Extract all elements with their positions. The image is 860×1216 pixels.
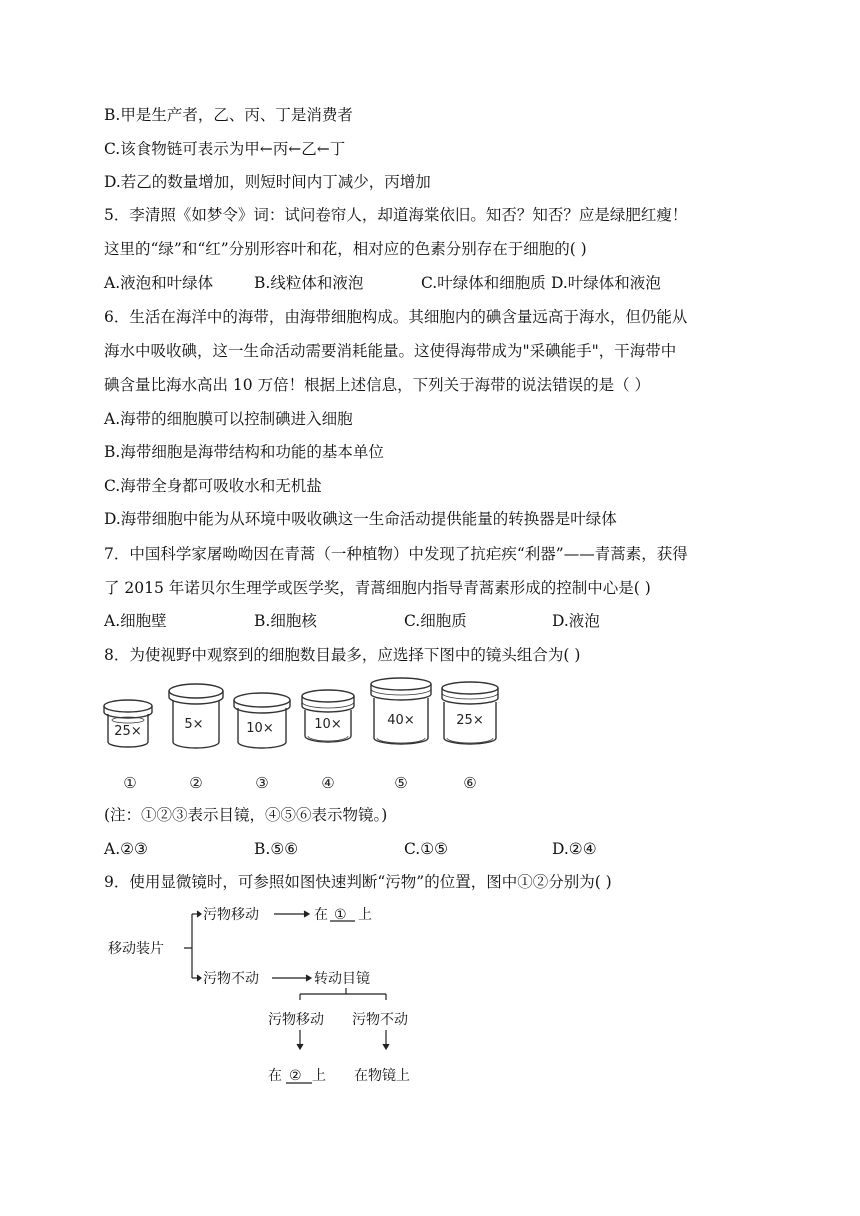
flowchart [100,898,430,1098]
q4-option-c: C.该食物链可表示为甲←丙←乙←丁 [104,140,346,158]
flow-root-move-slide: 移动装片 [108,941,164,957]
lens-6-magnification: 25× [456,713,484,728]
flow-on-objective: 在物镜上 [354,1068,410,1084]
q4-option-b: B.甲是生产者，乙、丙、丁是消费者 [104,106,353,124]
q5-option-d: D.叶绿体和液泡 [551,274,661,292]
q7-stem-line1: 7．中国科学家屠呦呦因在青蒿（一种植物）中发现了抗疟疾“利器”——青蒿素，获得 [104,545,688,563]
q5-stem-line1: 5．李清照《如梦令》词：试问卷帘人，却道海棠依旧。知否？知否？应是绿肥红瘦！ [104,206,688,224]
q9-stem: 9．使用显微镜时，可参照如图快速判断“污物”的位置，图中①②分别为( ) [104,873,612,891]
q8-options [104,838,597,860]
q8-note: (注：①②③表示目镜，④⑤⑥表示物镜。) [104,806,388,824]
flow-on-1-prefix: 在 [314,907,328,923]
q8-option-b: B.⑤⑥ [254,840,299,858]
lens-1-magnification: 25× [114,724,142,739]
q5-stem-line2: 这里的“绿”和“红”分别形容叶和花，相对应的色素分别存在于细胞的( ) [104,240,587,258]
flow-blank-1: ① [334,907,347,923]
q8-option-a: A.②③ [104,840,148,858]
lens-4-number: ④ [321,774,335,792]
lens-1-number: ① [123,774,137,792]
flow-dirt-moves: 污物移动 [203,907,259,923]
lens-5-number: ⑤ [394,774,408,792]
q7-stem-line2: 了 2015 年诺贝尔生理学或医学奖，青蒿细胞内指导青蒿素形成的控制中心是( ) [104,579,651,597]
q8-stem: 8．为使视野中观察到的细胞数目最多，应选择下图中的镜头组合为( ) [104,646,581,664]
q7-option-b: B.细胞核 [254,612,317,630]
flow-dirt-moves-2: 污物移动 [268,1012,324,1028]
q7-option-c: C.细胞质 [404,612,467,630]
q6-option-b: B.海带细胞是海带结构和功能的基本单位 [104,443,384,461]
q6-option-a: A.海带的细胞膜可以控制碘进入细胞 [104,410,353,428]
lens-3-number: ③ [255,774,269,792]
q6-stem-line3: 碘含量比海水高出 10 万倍！根据上述信息，下列关于海带的说法错误的是（ ） [104,376,651,394]
flow-on-2-suffix: 上 [312,1068,326,1084]
lens-figure [98,676,518,798]
flow-on-2-prefix: 在 [268,1068,282,1084]
lens-2-number: ② [189,774,203,792]
flow-dirt-still-2: 污物不动 [352,1012,408,1028]
q5-options [104,272,661,294]
q8-option-d: D.②④ [552,840,597,858]
q7-options [104,610,600,632]
q8-option-c: C.①⑤ [404,840,449,858]
flow-dirt-still: 污物不动 [203,971,259,987]
flow-rotate-eyepiece: 转动目镜 [314,971,370,987]
q5-option-a: A.液泡和叶绿体 [104,274,214,292]
flow-blank-2: ② [289,1068,302,1084]
lens-4-magnification: 10× [314,717,342,732]
q6-option-c: C.海带全身都可吸收水和无机盐 [104,477,322,495]
q7-option-a: A.细胞壁 [104,612,167,630]
q7-option-d: D.液泡 [552,612,600,630]
q6-stem-line1: 6．生活在海洋中的海带，由海带细胞构成。其细胞内的碘含量远高于海水，但仍能从 [104,308,688,326]
lens-5-magnification: 40× [387,713,415,728]
q5-option-c: C.叶绿体和细胞质 [421,274,546,292]
eyepiece-lens-2 [169,684,223,748]
lens-3-magnification: 10× [246,721,274,736]
lens-2-magnification: 5× [184,717,204,732]
flow-on-1-suffix: 上 [358,907,372,923]
q6-stem-line2: 海水中吸收碘，这一生命活动需要消耗能量。这使得海带成为"采碘能手"，干海带中 [104,342,677,360]
q6-option-d: D.海带细胞中能为从环境中吸收碘这一生命活动提供能量的转换器是叶绿体 [104,510,617,528]
objective-lens-5 [371,678,431,744]
objective-lens-4 [302,690,354,742]
q5-option-b: B.线粒体和液泡 [254,274,364,292]
lens-6-number: ⑥ [463,774,477,792]
q4-option-d: D.若乙的数量增加，则短时间内丁减少，丙增加 [104,173,431,191]
